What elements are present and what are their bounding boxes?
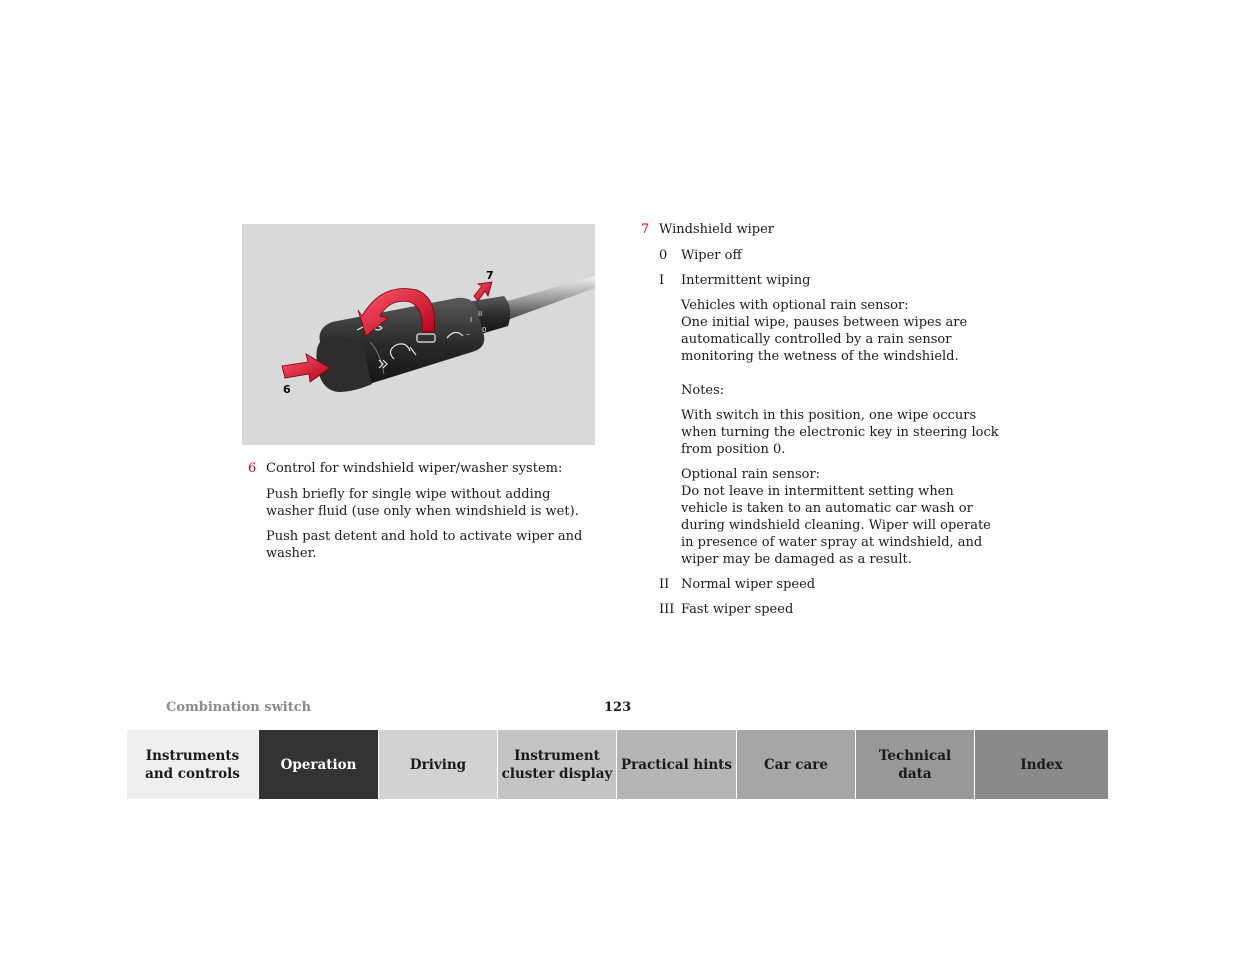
- position-key: 0: [659, 248, 668, 263]
- tab-car-care[interactable]: [737, 730, 856, 799]
- tab-label: Car care: [764, 756, 828, 773]
- notes-label: Notes:: [681, 383, 725, 398]
- rain-sensor-text: Vehicles with optional rain sensor: One initial wipe, pauses between wipes are automatically controlled by a rain sensor monitoring the wetness of the windshield.: [681, 298, 968, 364]
- svg-text:I: I: [470, 316, 473, 324]
- tab-label: Instrument cluster display: [501, 747, 613, 782]
- position-key: II: [659, 577, 670, 592]
- page-number: 123: [604, 700, 632, 715]
- callout-6: 6: [283, 383, 291, 396]
- tab-label: Index: [1020, 756, 1063, 773]
- item-title: Windshield wiper: [659, 222, 775, 237]
- tab-practical-hints[interactable]: [617, 730, 737, 799]
- position-key: I: [659, 273, 665, 288]
- wiper-switch-illustration: [242, 224, 595, 445]
- combination-switch-drawing: [242, 224, 595, 445]
- position-II: [641, 576, 1001, 593]
- position-label: Wiper off: [681, 248, 742, 263]
- tab-instruments-and-controls[interactable]: [127, 730, 259, 799]
- tab-label: Practical hints: [621, 756, 732, 773]
- tab-label: Instruments and controls: [145, 747, 240, 782]
- note-key-wipe: With switch in this position, one wipe occurs when turning the electronic key in steering lock from position 0.: [681, 408, 999, 457]
- position-0: [641, 247, 1001, 264]
- right-column: [641, 221, 1001, 626]
- tab-instrument-cluster-display[interactable]: [498, 730, 617, 799]
- item-7: [641, 221, 1001, 238]
- item-6: [248, 460, 600, 477]
- chapter-tabs: [127, 730, 1108, 799]
- stalk-rod: [497, 276, 595, 322]
- svg-text:0: 0: [482, 326, 487, 334]
- item-number: 7: [641, 222, 650, 237]
- left-column: [248, 460, 600, 570]
- svg-text:–: –: [466, 330, 470, 338]
- position-label: Normal wiper speed: [681, 577, 816, 592]
- position-III: [641, 601, 1001, 618]
- tab-label: Operation: [280, 756, 357, 773]
- tab-driving[interactable]: [379, 730, 498, 799]
- position-I: [641, 272, 1001, 289]
- item-number: 6: [248, 461, 257, 476]
- paragraph: Push briefly for single wipe without adding washer fluid (use only when windshield is wet).: [266, 487, 579, 519]
- tab-index[interactable]: [975, 730, 1108, 799]
- svg-text:II: II: [478, 310, 483, 318]
- tab-operation[interactable]: [259, 730, 379, 799]
- rotary-arrow: [474, 282, 492, 301]
- item-title: Control for windshield wiper/washer system:: [266, 461, 563, 476]
- position-key: III: [659, 602, 675, 617]
- position-label: Fast wiper speed: [681, 602, 794, 617]
- paragraph: Push past detent and hold to activate wiper and washer.: [266, 529, 583, 561]
- tab-technical-data[interactable]: [856, 730, 975, 799]
- callout-7: 7: [486, 269, 494, 282]
- note-rain-sensor: Optional rain sensor: Do not leave in intermittent setting when vehicle is taken to an automatic car wash or during windshield cleaning. Wiper will operate in presence of water spray at windshield, and wiper may be damaged as a result.: [681, 467, 991, 567]
- tab-label: Driving: [409, 756, 467, 773]
- section-title: Combination switch: [166, 700, 312, 715]
- tab-label: Technical data: [878, 747, 952, 782]
- position-label: Intermittent wiping: [681, 273, 811, 288]
